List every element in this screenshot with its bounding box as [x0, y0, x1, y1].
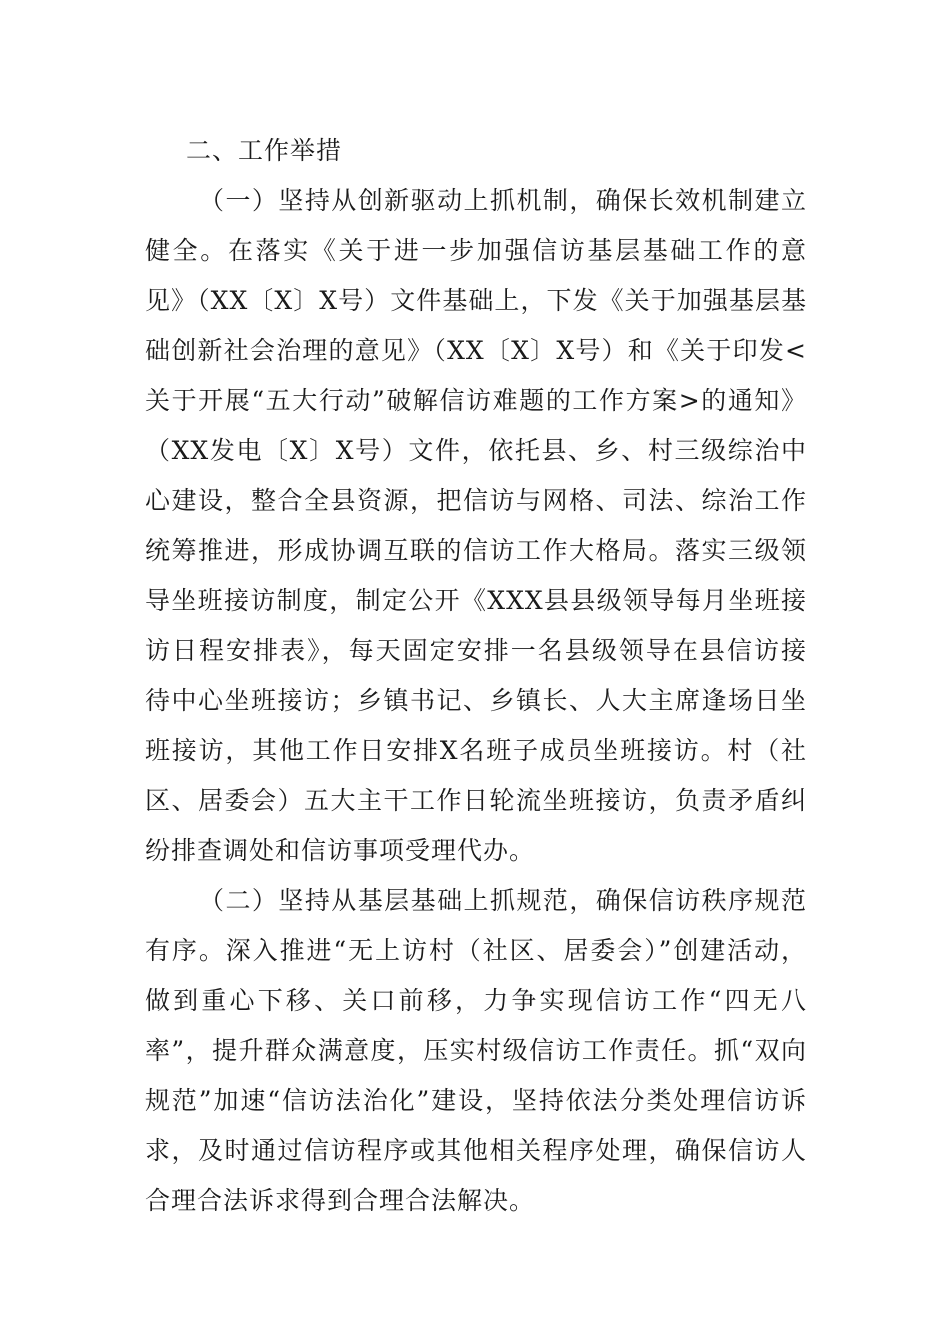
section-heading: 二、工作举措: [186, 136, 343, 165]
document-body: [145, 126, 807, 1226]
paragraph-2: （二）坚持从基层基础上抓规范，确保信访秩序规范有序。深入推进“无上访村（社区、居委会）”创建活动，做到重心下移、关口前移，力争实现信访工作“四无八率”，提升群众满意度，压实村级信访工作责任。抓“双向规范”加速“信访法治化”建设，坚持依法分类处理信访诉求，及时通过信访程序或其他相关程序处理，确保信访人合理合法诉求得到合理合法解决。: [145, 886, 807, 1215]
paragraph-1: （一）坚持从创新驱动上抓机制，确保长效机制建立健全。在落实《关于进一步加强信访基层基础工作的意见》（XX〔X〕X号）文件基础上，下发《关于加强基层基础创新社会治理的意见》（XX〔X〕X号）和《关于印发<关于开展“五大行动”破解信访难题的工作方案>的通知》（XX发电〔X〕X号）文件，依托县、乡、村三级综治中心建设，整合全县资源，把信访与网格、司法、综治工作统筹推进，形成协调互联的信访工作大格局。落实三级领导坐班接访制度，制定公开《XXX县县级领导每月坐班接访日程安排表》，每天固定安排一名县级领导在县信访接待中心坐班接访；乡镇书记、乡镇长、人大主席逢场日坐班接访，其他工作日安排X名班子成员坐班接访。村（社区、居委会）五大主干工作日轮流坐班接访，负责矛盾纠纷排查调处和信访事项受理代办。: [145, 186, 807, 865]
